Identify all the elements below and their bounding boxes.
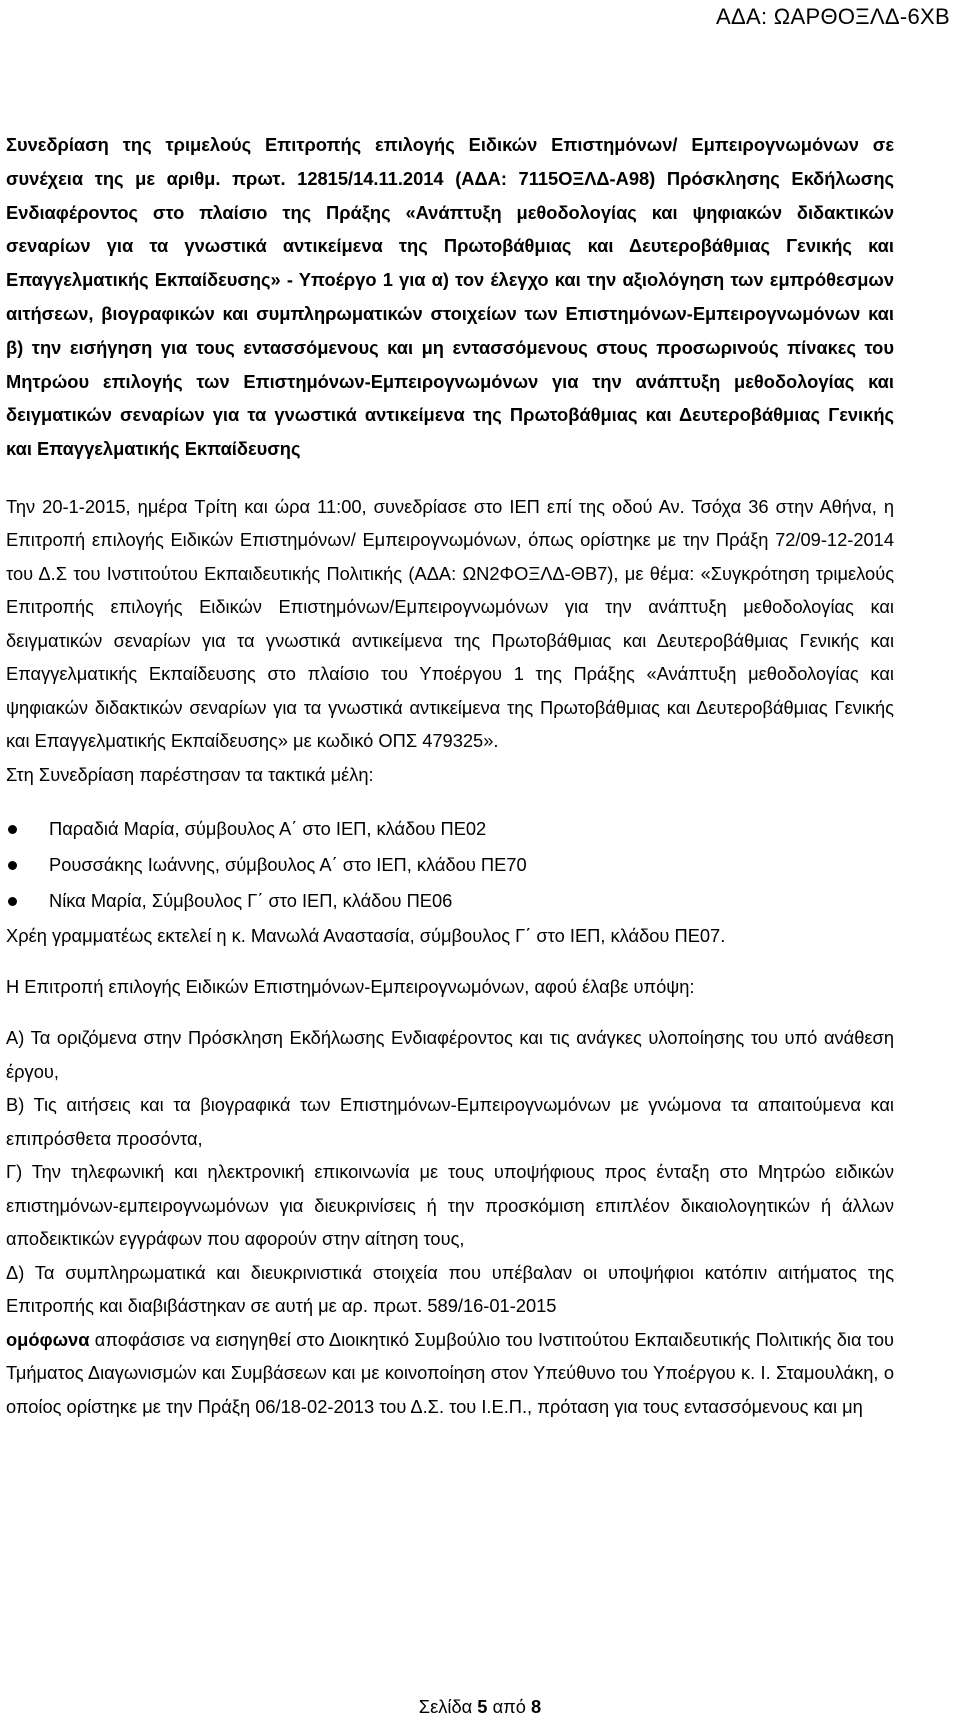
decision-bold: ομόφωνα [6,1328,90,1350]
document-body [6,128,894,1423]
bullet-icon [8,861,17,870]
members-list [6,811,894,919]
page-current: 5 [477,1696,488,1717]
list-item [6,811,894,847]
point-b: Β) Τις αιτήσεις και τα βιογραφικά των Επιστημόνων-Εμπειρογνωμόνων με γνώμονα τα απαιτούμενα και επιπρόσθετα προσόντα, [6,1094,894,1149]
page-total: 8 [531,1696,542,1717]
decision-paragraph [6,1323,894,1424]
list-item [6,847,894,883]
member-name: Παραδιά Μαρία, σύμβουλος Α΄ στο ΙΕΠ, κλάδου ΠΕ02 [49,818,487,840]
intro-paragraph: Την 20-1-2015, ημέρα Τρίτη και ώρα 11:00, συνεδρίασε στο ΙΕΠ επί της οδού Αν. Τσόχα 36 στην Αθήνα, η Επιτροπή επιλογής Ειδικών Επιστημόνων/ Εμπειρογνωμόνων, όπως ορίστηκε με την Πράξη 72/09-12-2014 του Δ.Σ του Ινστιτούτου Εκπαιδευτικής Πολιτικής (ΑΔΑ: ΩΝ2ΦΟΞΛΔ-ΘΒ7), με θέμα: «Συγκρότηση τριμελούς Επιτροπής επιλογής Ειδικών Επιστημόνων/Εμπειρογνωμόνων για την ανάπτυξη μεθοδολογίας και δειγματικών σεναρίων για τα γνωστικά αντικείμενα της Πρωτοβάθμιας και Δευτεροβάθμιας Γενικής και Επαγγελματικής Εκπαίδευσης στο πλαίσιο του Υποέργου 1 της Πράξης «Ανάπτυξη μεθοδολογίας και ψηφιακών διδακτικών σεναρίων για τα γνωστικά αντικείμενα της Πρωτοβάθμιας και Δευτεροβάθμιας Γενικής και Επαγγελματικής Εκπαίδευσης» με κωδικό ΟΠΣ 479325». [6,495,894,752]
point-c: Γ) Την τηλεφωνική και ηλεκτρονική επικοινωνία με τους υποψήφιους προς ένταξη στο Μητρώο ειδικών επιστημόνων-εμπειρογνωμόνων για διευκρινίσεις ή την προσκόμιση επιπλέον δικαιολογητικών ή άλλων αποδεικτικών εγγράφων που αφορούν στην αίτηση τους, [6,1161,894,1250]
member-name: Ρουσσάκης Ιωάννης, σύμβουλος Α΄ στο ΙΕΠ, κλάδου ΠΕ70 [49,854,527,876]
page-footer [0,1696,960,1718]
point-a: Α) Τα οριζόμενα στην Πρόσκληση Εκδήλωσης Ενδιαφέροντος και τις ανάγκες υλοποίησης του υπό ανάθεση έργου, [6,1027,894,1082]
committee-intro: Η Επιτροπή επιλογής Ειδικών Επιστημόνων-Εμπειρογνωμόνων, αφού έλαβε υπόψη: [6,975,695,997]
member-name: Νίκα Μαρία, Σύμβουλος Γ΄ στο ΙΕΠ, κλάδου ΠΕ06 [49,890,453,912]
ada-code: ΑΔΑ: ΩΑΡΘΟΞΛΔ-6ΧΒ [716,4,950,29]
bullet-icon [8,897,17,906]
secretary-line: Χρέη γραμματέως εκτελεί η κ. Μανωλά Αναστασία, σύμβουλος Γ΄ στο ΙΕΠ, κλάδου ΠΕ07. [6,925,726,947]
page-of: από [492,1696,526,1717]
point-d: Δ) Τα συμπληρωματικά και διευκρινιστικά στοιχεία που υπέβαλαν οι υποψήφιοι κατόπιν αιτήματος της Επιτροπής και διαβιβάστηκαν σε αυτή με αρ. πρωτ. 589/16-01-2015 [6,1261,894,1317]
members-intro: Στη Συνεδρίαση παρέστησαν τα τακτικά μέλη: [6,763,374,785]
list-item [6,883,894,919]
page-word: Σελίδα [418,1696,473,1717]
bullet-icon [8,825,17,834]
decision-text: αποφάσισε να εισηγηθεί στο Διοικητικό Συμβούλιο του Ινστιτούτου Εκπαιδευτικής Πολιτικής δια του Τμήματος Διαγωνισμών και Συμβάσεων και με κοινοποίηση στον Υπεύθυνο του Υποέργου κ. Ι. Σταμουλάκη, ο οποίος ορίστηκε με την Πράξη 06/18-02-2013 του Δ.Σ. του Ι.Ε.Π., πρόταση για τους εντασσόμενους και μη [6,1328,894,1417]
document-title-heading: Συνεδρίαση της τριμελούς Επιτροπής επιλογής Ειδικών Επιστημόνων/ Εμπειρογνωμόνων σε συνέχεια της με αριθμ. πρωτ. 12815/14.11.2014 (ΑΔΑ: 7115ΟΞΛΔ-Α98) Πρόσκλησης Εκδήλωσης Ενδιαφέροντος στο πλαίσιο της Πράξης «Ανάπτυξη μεθοδολογίας και ψηφιακών διδακτικών σεναρίων για τα γνωστικά αντικείμενα της Πρωτοβάθμιας και Δευτεροβάθμιας Γενικής και Επαγγελματικής Εκπαίδευσης» - Υποέργο 1 για α) τον έλεγχο και την αξιολόγηση των εμπρόθεσμων αιτήσεων, βιογραφικών και συμπληρωματικών στοιχείων των Επιστημόνων-Εμπειρογνωμόνων και β) την εισήγηση για τους εντασσόμενους και μη εντασσόμενους στους προσωρινούς πίνακες του Μητρώου επιλογής των Επιστημόνων-Εμπειρογνωμόνων για την ανάπτυξη μεθοδολογίας και δειγματικών σεναρίων για τα γνωστικά αντικείμενα της Πρωτοβάθμιας και Δευτεροβάθμιας Γενικής και Επαγγελματικής Εκπαίδευσης [6,134,894,460]
